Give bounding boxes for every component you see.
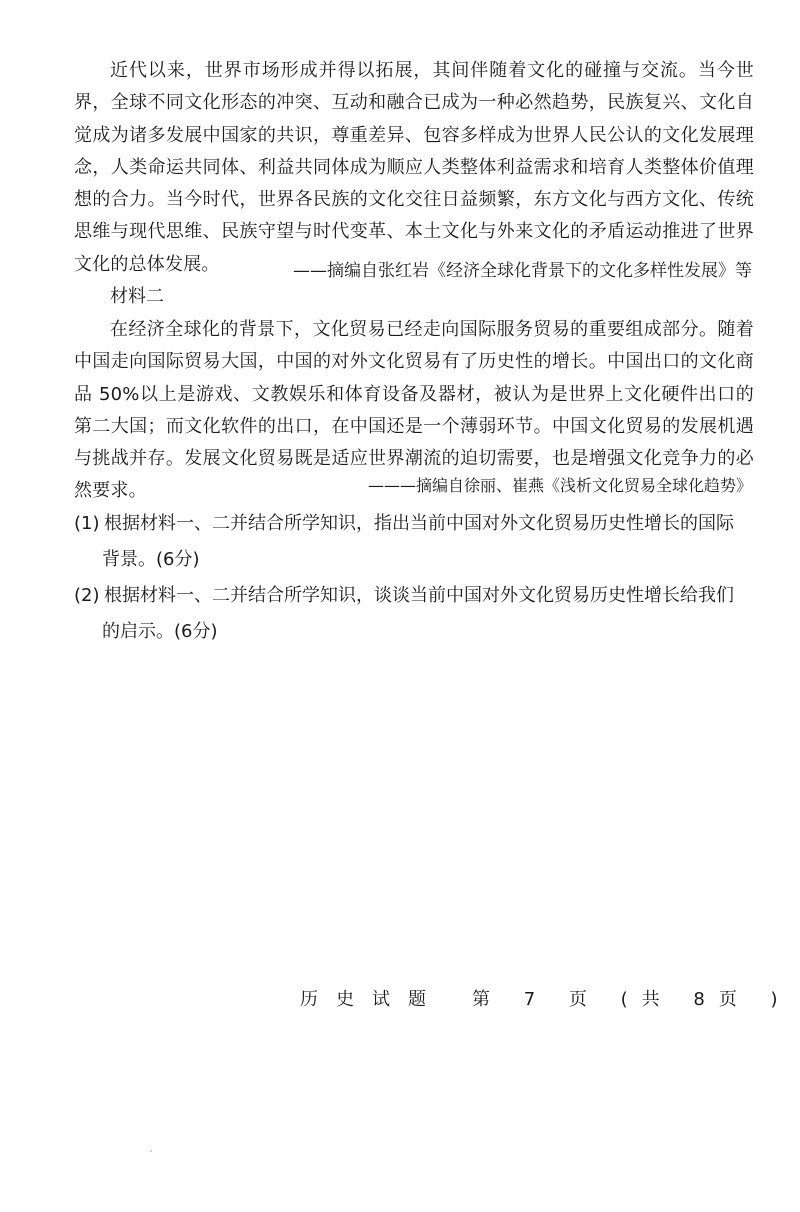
material-one-source: ——摘编自张红岩《经济全球化背景下的文化多样性发展》等 xyxy=(293,261,752,281)
material-two-paragraph: 在经济全球化的背景下，文化贸易已经走向国际服务贸易的重要组成部分。随着中国走向国际贸易大国，中国的对外文化贸易有了历史性的增长。中国出口的文化商品 50%以上是游戏、文教娱乐和体育设备及器材，被认为是世界上文化硬件出口的第二大国；而文化软件的出口，在中国还是一个薄弱环节。中国文化贸易的发展机遇与挑战并存。发展文化贸易既是适应世界潮流的迫切需要，也是增强文化竞争力的必然要求。 xyxy=(74,319,754,502)
page-footer xyxy=(300,985,792,1015)
material-two-source: ———摘编自徐丽、崔燕《浅析文化贸易全球化趋势》 xyxy=(367,476,752,495)
question-2 xyxy=(74,578,764,650)
question-2-number: (2) xyxy=(74,585,100,606)
question-1-line-2: 背景。(6分) xyxy=(102,549,200,570)
material-one-paragraph: 近代以来，世界市场形成并得以拓展，其间伴随着文化的碰撞与交流。当今世界，全球不同文化形态的冲突、互动和融合已成为一种必然趋势，民族复兴、文化自觉成为诸多发展中国家的共识，尊重差异、包容多样成为世界人民公认的文化发展理念，人类命运共同体、利益共同体成为顺应人类整体利益需求和培育人类整体价值理想的合力。当今时代，世界各民族的文化交往日益频繁，东方文化与西方文化、传统思维与现代思维、民族守望与时代变革、本土文化与外来文化的矛盾运动推进了世界文化的总体发展。 xyxy=(74,60,754,275)
scan-speck xyxy=(150,1150,152,1152)
footer-page-info: 第 7 页 (共 8页 ) xyxy=(472,989,792,1010)
question-2-line-1: 根据材料一、二并结合所学知识，谈谈当前中国对外文化贸易历史性增长给我们 xyxy=(104,585,734,606)
question-2-line-2: 的启示。(6分) xyxy=(102,621,218,642)
question-1-number: (1) xyxy=(74,513,100,534)
footer-subject: 历史试题 xyxy=(300,989,444,1010)
question-1 xyxy=(74,506,764,578)
material-two-title: 材料二 xyxy=(110,286,164,307)
question-1-line-1: 根据材料一、二并结合所学知识，指出当前中国对外文化贸易历史性增长的国际 xyxy=(104,513,734,534)
